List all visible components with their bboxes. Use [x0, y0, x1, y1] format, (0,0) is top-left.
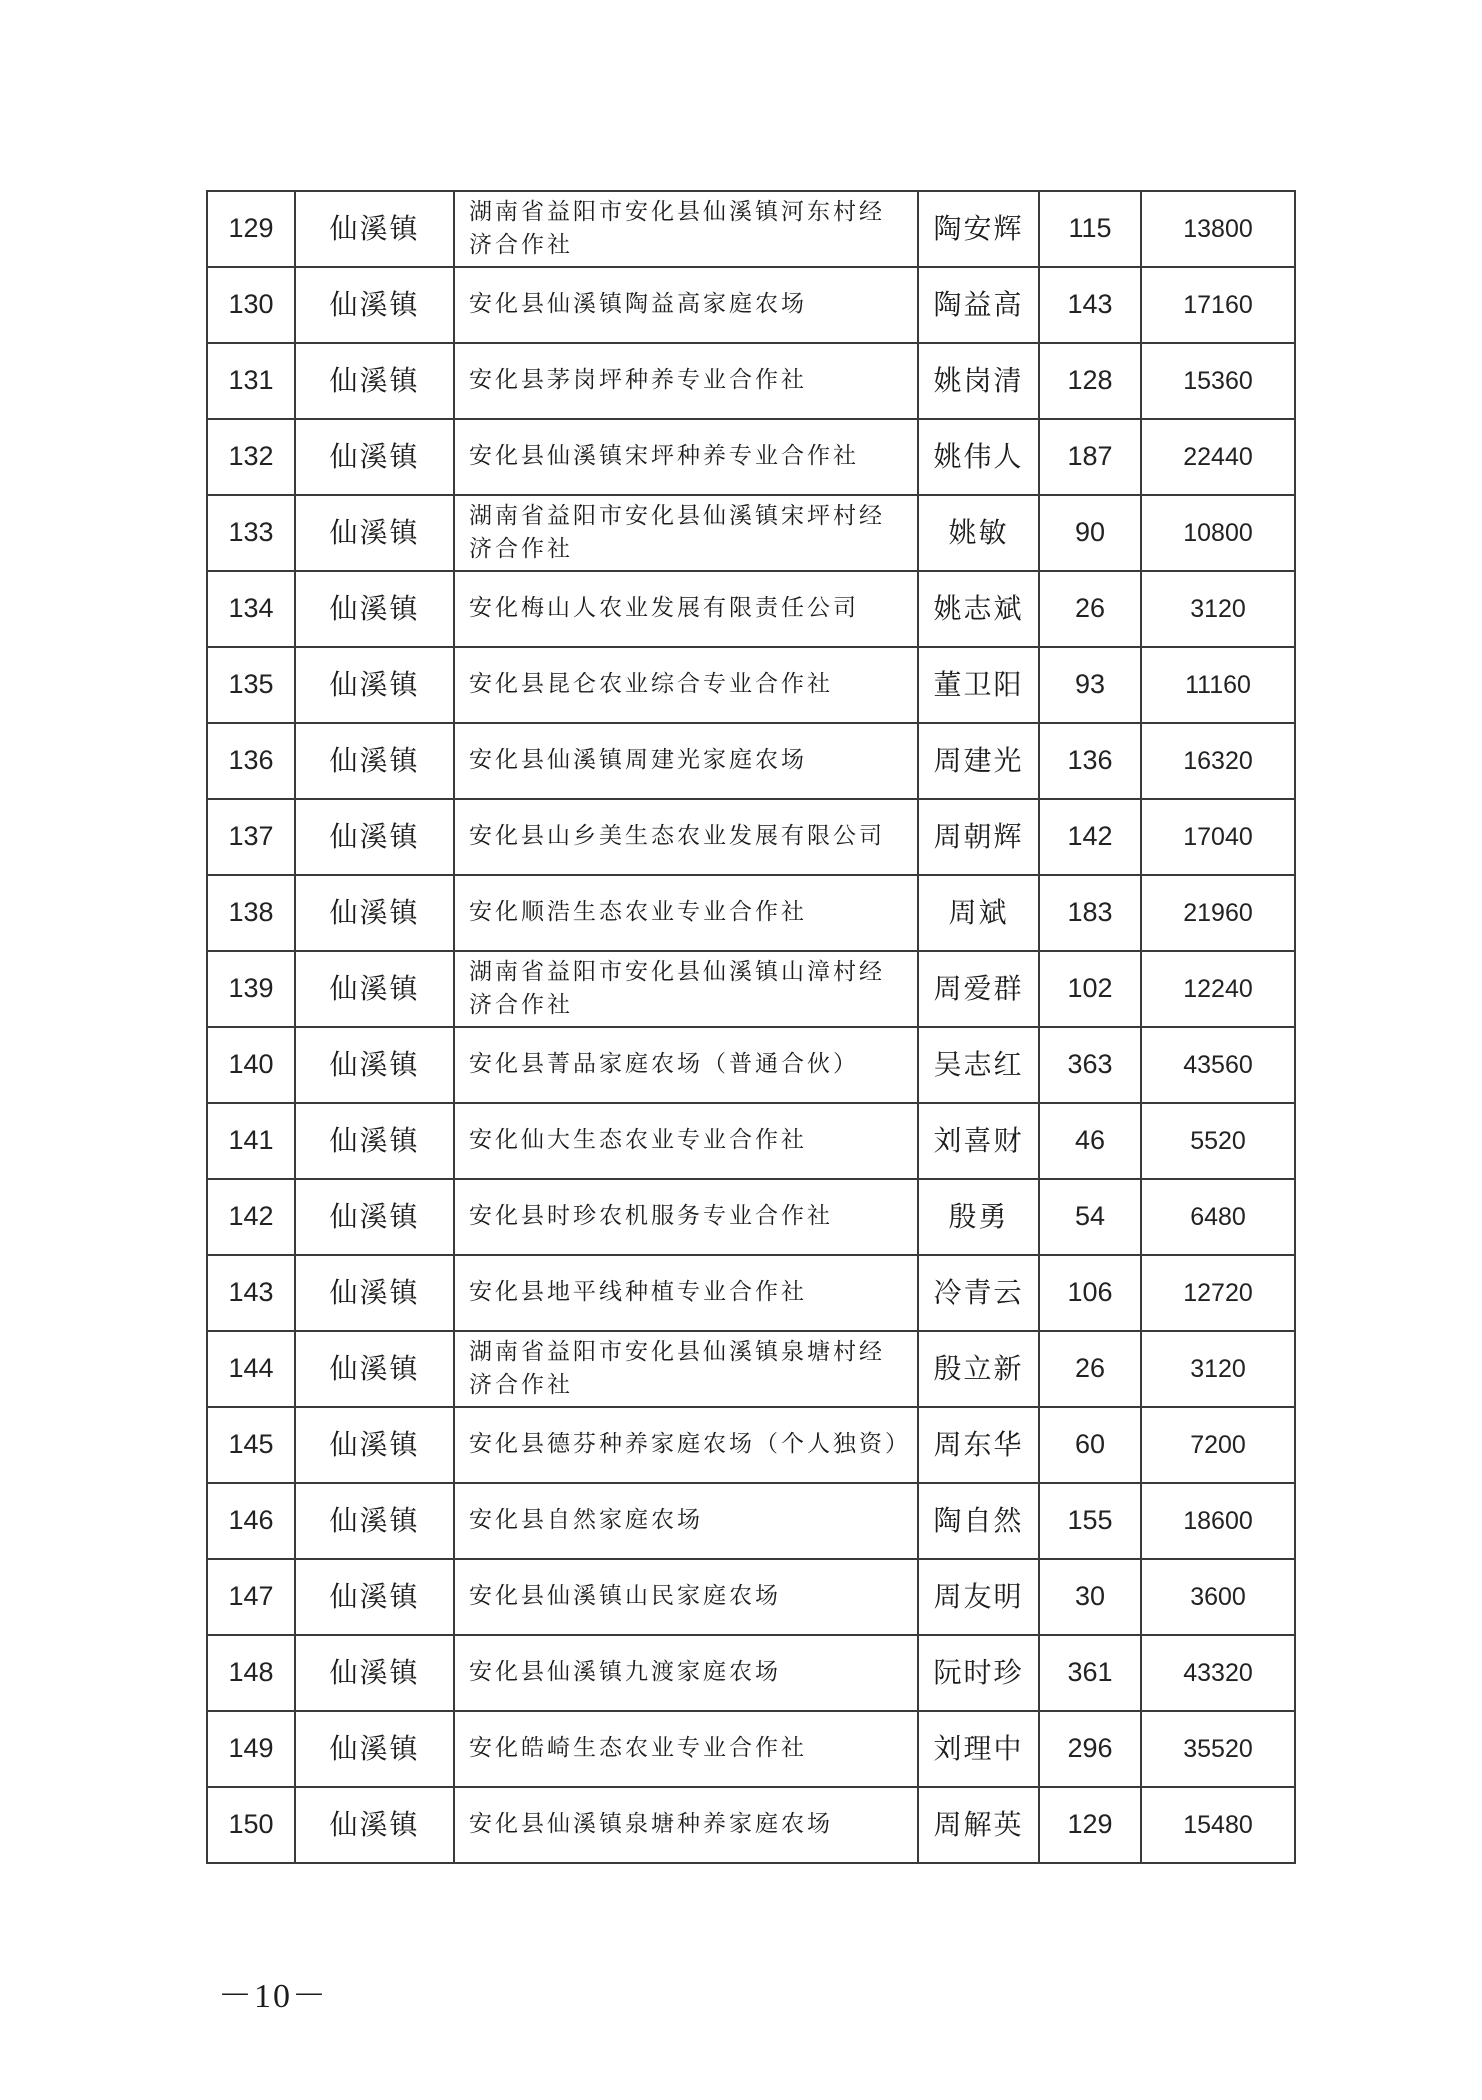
entity-name: 安化县仙溪镇周建光家庭农场 [454, 723, 918, 799]
area-value: 54 [1039, 1179, 1141, 1255]
contact-person: 陶益高 [918, 267, 1039, 343]
contact-person: 姚岗清 [918, 343, 1039, 419]
town-name: 仙溪镇 [295, 1255, 454, 1331]
town-name: 仙溪镇 [295, 1787, 454, 1863]
entity-name: 湖南省益阳市安化县仙溪镇泉塘村经济合作社 [454, 1331, 918, 1407]
row-number: 129 [207, 191, 295, 267]
entity-name: 安化皓崎生态农业专业合作社 [454, 1711, 918, 1787]
contact-person: 阮时珍 [918, 1635, 1039, 1711]
table-row [207, 1559, 1295, 1635]
area-value: 361 [1039, 1635, 1141, 1711]
row-number: 134 [207, 571, 295, 647]
page-number: －10－ [218, 1978, 328, 2015]
entity-name: 安化县仙溪镇山民家庭农场 [454, 1559, 918, 1635]
table-row [207, 571, 1295, 647]
entity-name: 安化县时珍农机服务专业合作社 [454, 1179, 918, 1255]
area-value: 129 [1039, 1787, 1141, 1863]
amount-value: 5520 [1141, 1103, 1295, 1179]
table-row [207, 875, 1295, 951]
table-row [207, 1103, 1295, 1179]
row-number: 140 [207, 1027, 295, 1103]
entity-name: 安化县仙溪镇九渡家庭农场 [454, 1635, 918, 1711]
entity-name: 安化县自然家庭农场 [454, 1483, 918, 1559]
contact-person: 姚伟人 [918, 419, 1039, 495]
contact-person: 周朝辉 [918, 799, 1039, 875]
amount-value: 12720 [1141, 1255, 1295, 1331]
amount-value: 3600 [1141, 1559, 1295, 1635]
area-value: 128 [1039, 343, 1141, 419]
table-row [207, 495, 1295, 571]
area-value: 102 [1039, 951, 1141, 1027]
area-value: 363 [1039, 1027, 1141, 1103]
entity-name: 安化县仙溪镇陶益高家庭农场 [454, 267, 918, 343]
row-number: 143 [207, 1255, 295, 1331]
entity-name: 安化县德芬种养家庭农场（个人独资） [454, 1407, 918, 1483]
town-name: 仙溪镇 [295, 1179, 454, 1255]
table-body [207, 191, 1295, 1863]
area-value: 143 [1039, 267, 1141, 343]
town-name: 仙溪镇 [295, 647, 454, 723]
contact-person: 冷青云 [918, 1255, 1039, 1331]
table-row [207, 1255, 1295, 1331]
amount-value: 10800 [1141, 495, 1295, 571]
amount-value: 17040 [1141, 799, 1295, 875]
row-number: 147 [207, 1559, 295, 1635]
entity-name: 湖南省益阳市安化县仙溪镇山漳村经济合作社 [454, 951, 918, 1027]
table-row [207, 1331, 1295, 1407]
table-row [207, 191, 1295, 267]
area-value: 60 [1039, 1407, 1141, 1483]
town-name: 仙溪镇 [295, 951, 454, 1027]
area-value: 142 [1039, 799, 1141, 875]
town-name: 仙溪镇 [295, 495, 454, 571]
amount-value: 15480 [1141, 1787, 1295, 1863]
town-name: 仙溪镇 [295, 191, 454, 267]
row-number: 130 [207, 267, 295, 343]
entity-name: 安化梅山人农业发展有限责任公司 [454, 571, 918, 647]
table-row [207, 951, 1295, 1027]
entity-name: 安化县地平线种植专业合作社 [454, 1255, 918, 1331]
entity-name: 安化县昆仑农业综合专业合作社 [454, 647, 918, 723]
amount-value: 43320 [1141, 1635, 1295, 1711]
row-number: 137 [207, 799, 295, 875]
amount-value: 43560 [1141, 1027, 1295, 1103]
town-name: 仙溪镇 [295, 875, 454, 951]
town-name: 仙溪镇 [295, 343, 454, 419]
area-value: 26 [1039, 1331, 1141, 1407]
town-name: 仙溪镇 [295, 1635, 454, 1711]
area-value: 30 [1039, 1559, 1141, 1635]
row-number: 150 [207, 1787, 295, 1863]
amount-value: 15360 [1141, 343, 1295, 419]
area-value: 187 [1039, 419, 1141, 495]
area-value: 90 [1039, 495, 1141, 571]
contact-person: 周爱群 [918, 951, 1039, 1027]
area-value: 46 [1039, 1103, 1141, 1179]
amount-value: 11160 [1141, 647, 1295, 723]
amount-value: 22440 [1141, 419, 1295, 495]
entity-name: 湖南省益阳市安化县仙溪镇河东村经济合作社 [454, 191, 918, 267]
contact-person: 吴志红 [918, 1027, 1039, 1103]
entity-name: 安化顺浩生态农业专业合作社 [454, 875, 918, 951]
amount-value: 12240 [1141, 951, 1295, 1027]
table-row [207, 1787, 1295, 1863]
contact-person: 周解英 [918, 1787, 1039, 1863]
town-name: 仙溪镇 [295, 419, 454, 495]
row-number: 139 [207, 951, 295, 1027]
row-number: 149 [207, 1711, 295, 1787]
entity-name: 湖南省益阳市安化县仙溪镇宋坪村经济合作社 [454, 495, 918, 571]
area-value: 296 [1039, 1711, 1141, 1787]
contact-person: 陶自然 [918, 1483, 1039, 1559]
row-number: 146 [207, 1483, 295, 1559]
town-name: 仙溪镇 [295, 1407, 454, 1483]
row-number: 141 [207, 1103, 295, 1179]
amount-value: 35520 [1141, 1711, 1295, 1787]
amount-value: 3120 [1141, 1331, 1295, 1407]
area-value: 93 [1039, 647, 1141, 723]
contact-person: 殷立新 [918, 1331, 1039, 1407]
entity-name: 安化县茅岗坪种养专业合作社 [454, 343, 918, 419]
contact-person: 刘理中 [918, 1711, 1039, 1787]
contact-person: 周友明 [918, 1559, 1039, 1635]
town-name: 仙溪镇 [295, 267, 454, 343]
town-name: 仙溪镇 [295, 1711, 454, 1787]
amount-value: 17160 [1141, 267, 1295, 343]
amount-value: 7200 [1141, 1407, 1295, 1483]
row-number: 138 [207, 875, 295, 951]
table-row [207, 799, 1295, 875]
town-name: 仙溪镇 [295, 1027, 454, 1103]
row-number: 132 [207, 419, 295, 495]
amount-value: 13800 [1141, 191, 1295, 267]
entity-name: 安化县菁品家庭农场（普通合伙） [454, 1027, 918, 1103]
amount-value: 6480 [1141, 1179, 1295, 1255]
row-number: 144 [207, 1331, 295, 1407]
amount-value: 3120 [1141, 571, 1295, 647]
contact-person: 周建光 [918, 723, 1039, 799]
town-name: 仙溪镇 [295, 1103, 454, 1179]
area-value: 115 [1039, 191, 1141, 267]
contact-person: 周东华 [918, 1407, 1039, 1483]
town-name: 仙溪镇 [295, 1331, 454, 1407]
table-row [207, 1027, 1295, 1103]
entity-name: 安化县山乡美生态农业发展有限公司 [454, 799, 918, 875]
amount-value: 18600 [1141, 1483, 1295, 1559]
table-row [207, 1407, 1295, 1483]
area-value: 26 [1039, 571, 1141, 647]
entity-name: 安化县仙溪镇泉塘种养家庭农场 [454, 1787, 918, 1863]
town-name: 仙溪镇 [295, 723, 454, 799]
row-number: 142 [207, 1179, 295, 1255]
area-value: 183 [1039, 875, 1141, 951]
area-value: 136 [1039, 723, 1141, 799]
contact-person: 陶安辉 [918, 191, 1039, 267]
row-number: 148 [207, 1635, 295, 1711]
table-row [207, 343, 1295, 419]
town-name: 仙溪镇 [295, 1483, 454, 1559]
contact-person: 姚志斌 [918, 571, 1039, 647]
amount-value: 16320 [1141, 723, 1295, 799]
table-row [207, 267, 1295, 343]
table-row [207, 1711, 1295, 1787]
town-name: 仙溪镇 [295, 1559, 454, 1635]
row-number: 136 [207, 723, 295, 799]
row-number: 131 [207, 343, 295, 419]
area-value: 106 [1039, 1255, 1141, 1331]
row-number: 133 [207, 495, 295, 571]
subsidy-table [206, 190, 1296, 1864]
entity-name: 安化仙大生态农业专业合作社 [454, 1103, 918, 1179]
contact-person: 刘喜财 [918, 1103, 1039, 1179]
row-number: 145 [207, 1407, 295, 1483]
table-row [207, 1483, 1295, 1559]
area-value: 155 [1039, 1483, 1141, 1559]
table-row [207, 419, 1295, 495]
table-row [207, 1635, 1295, 1711]
amount-value: 21960 [1141, 875, 1295, 951]
table-row [207, 723, 1295, 799]
town-name: 仙溪镇 [295, 571, 454, 647]
table-row [207, 1179, 1295, 1255]
town-name: 仙溪镇 [295, 799, 454, 875]
table-row [207, 647, 1295, 723]
contact-person: 董卫阳 [918, 647, 1039, 723]
row-number: 135 [207, 647, 295, 723]
contact-person: 姚敏 [918, 495, 1039, 571]
entity-name: 安化县仙溪镇宋坪种养专业合作社 [454, 419, 918, 495]
contact-person: 周斌 [918, 875, 1039, 951]
contact-person: 殷勇 [918, 1179, 1039, 1255]
